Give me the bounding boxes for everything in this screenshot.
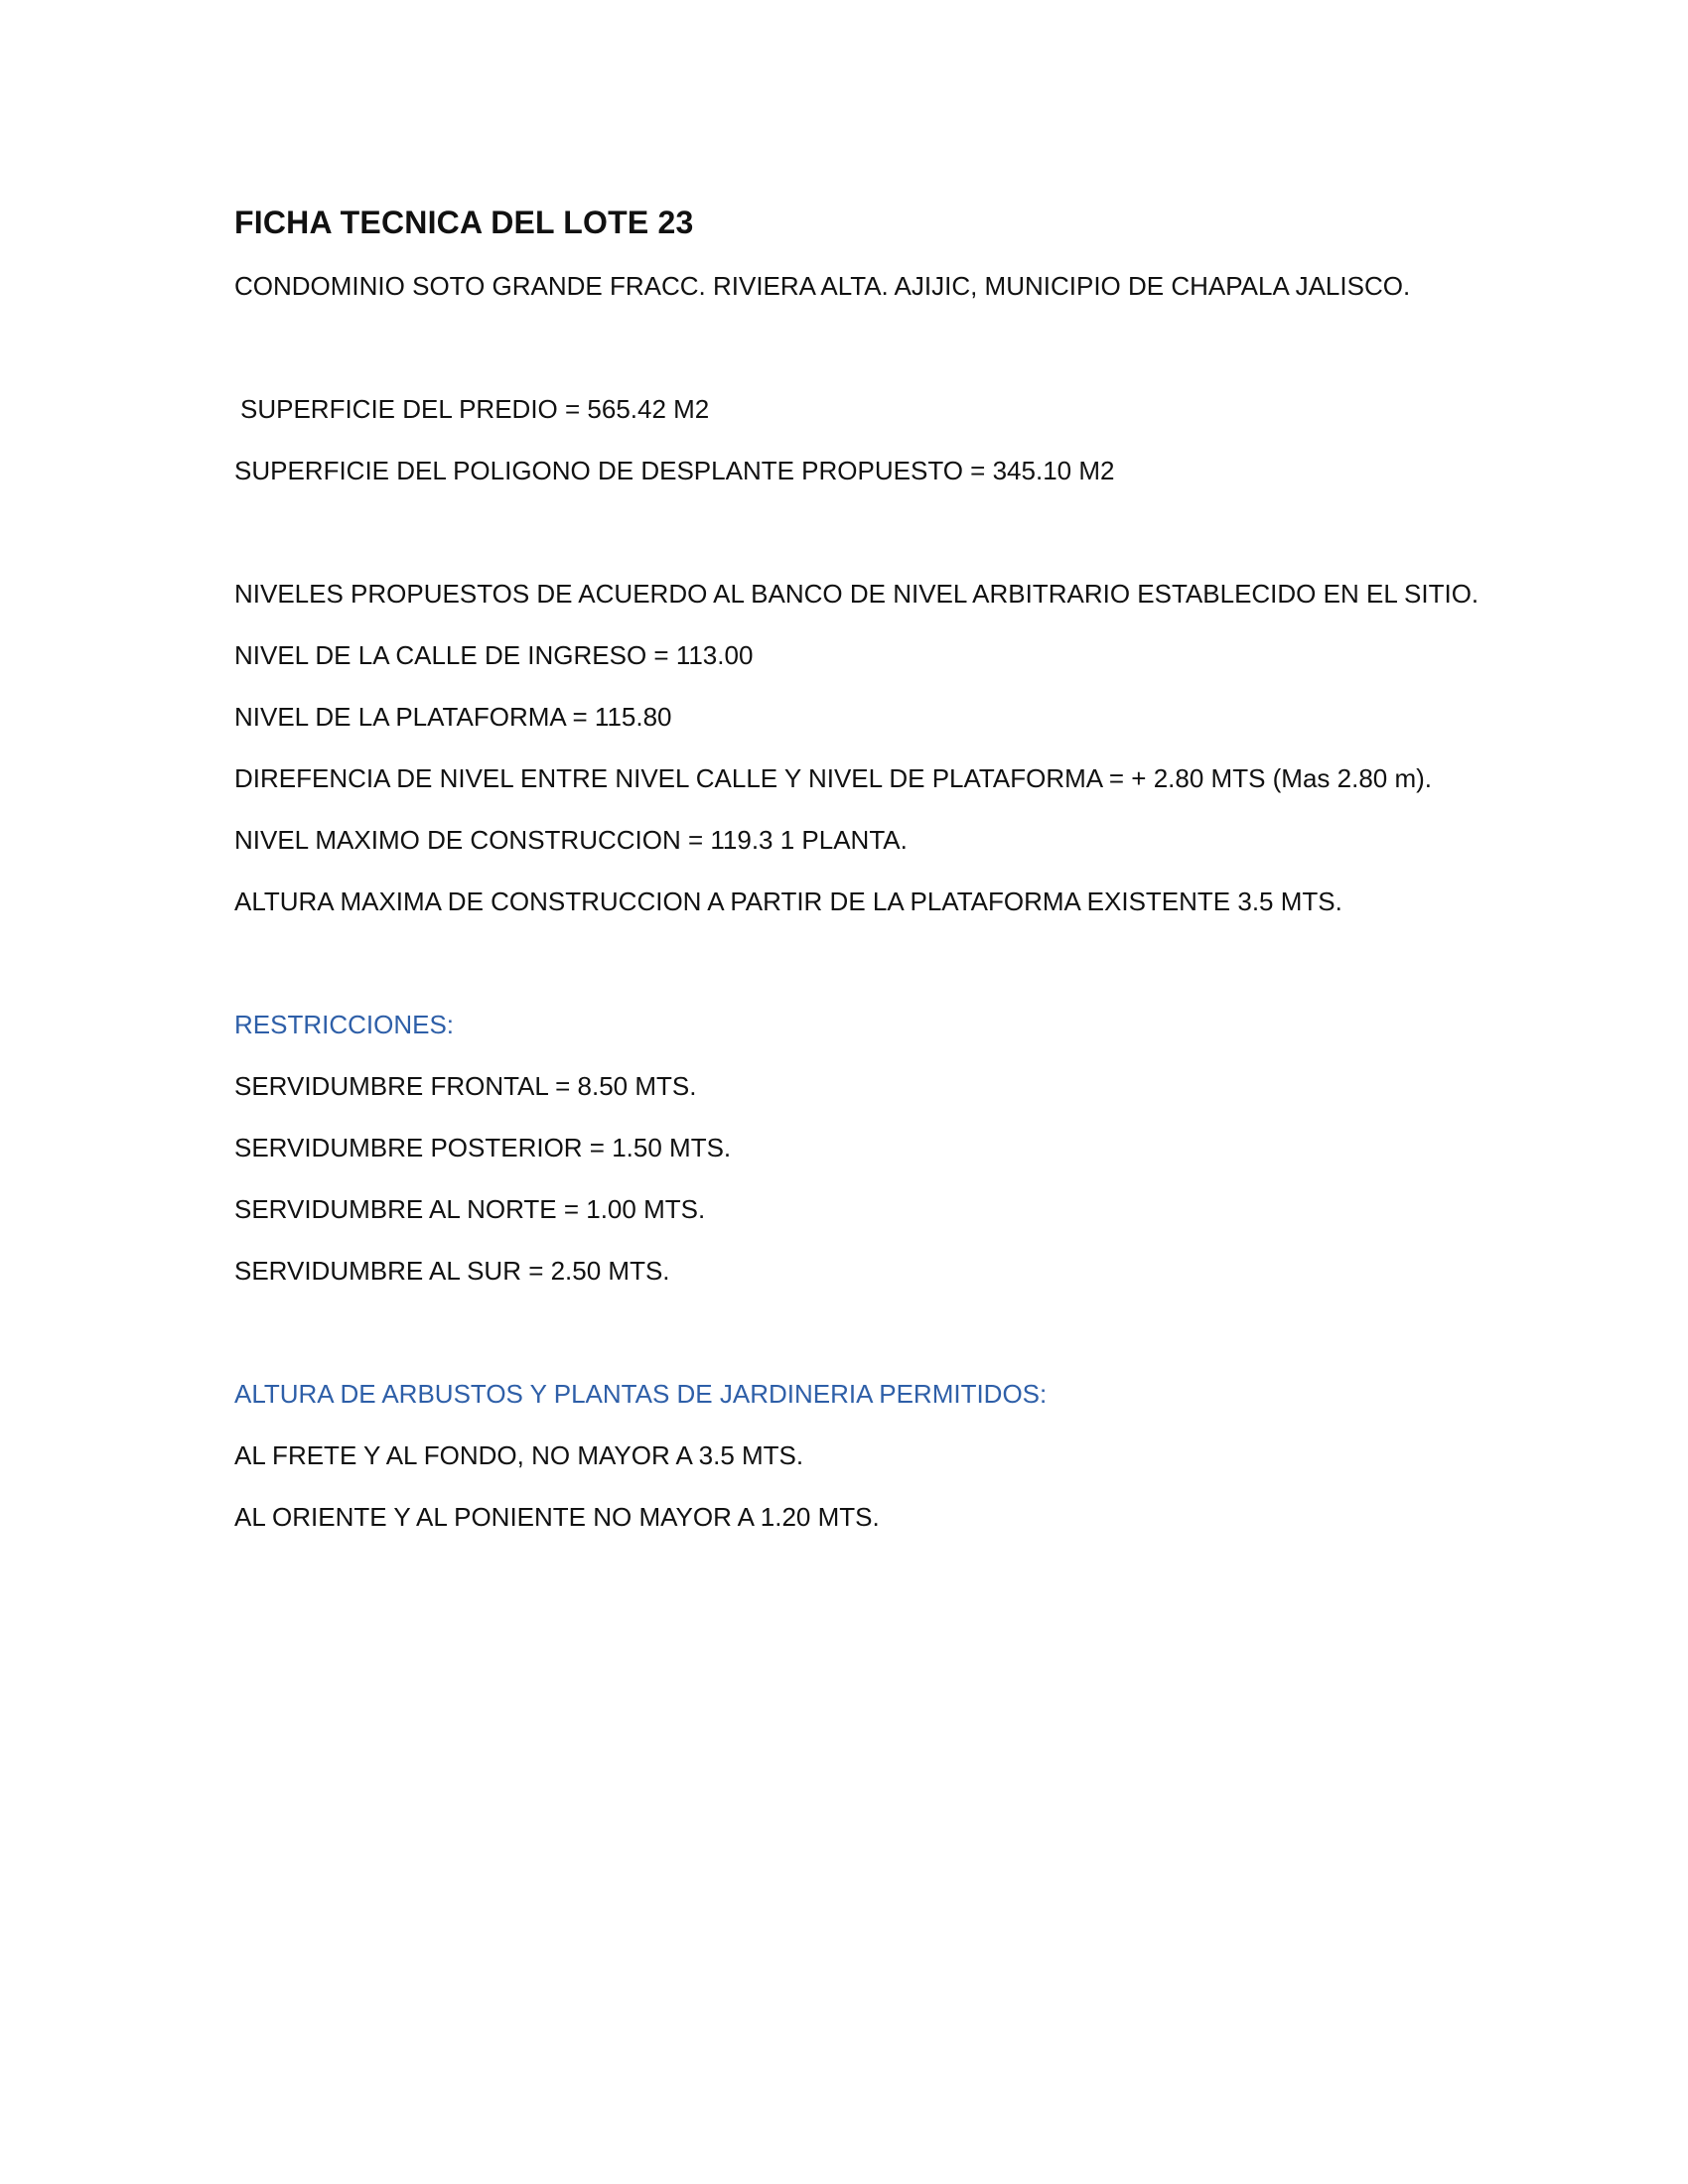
restriction-frontal: SERVIDUMBRE FRONTAL = 8.50 MTS. — [234, 1071, 697, 1101]
plants-oriente-poniente: AL ORIENTE Y AL PONIENTE NO MAYOR A 1.20 MTS. — [234, 1502, 880, 1532]
level-maximo: NIVEL MAXIMO DE CONSTRUCCION = 119.3 1 PLANTA. — [234, 825, 908, 855]
altura-maxima: ALTURA MAXIMA DE CONSTRUCCION A PARTIR DE LA PLATAFORMA EXISTENTE 3.5 MTS. — [234, 887, 1342, 916]
restriction-sur: SERVIDUMBRE AL SUR = 2.50 MTS. — [234, 1256, 670, 1286]
level-calle: NIVEL DE LA CALLE DE INGRESO = 113.00 — [234, 640, 754, 670]
levels-intro: NIVELES PROPUESTOS DE ACUERDO AL BANCO DE NIVEL ARBITRARIO ESTABLECIDO EN EL SITIO. — [234, 579, 1479, 609]
surface-desplante: SUPERFICIE DEL POLIGONO DE DESPLANTE PROPUESTO = 345.10 M2 — [234, 456, 1115, 485]
plants-heading: ALTURA DE ARBUSTOS Y PLANTAS DE JARDINERIA PERMITIDOS: — [234, 1379, 1048, 1409]
level-plataforma: NIVEL DE LA PLATAFORMA = 115.80 — [234, 702, 672, 732]
level-diferencia: DIREFENCIA DE NIVEL ENTRE NIVEL CALLE Y NIVEL DE PLATAFORMA = + 2.80 MTS (Mas 2.80 m). — [234, 763, 1433, 793]
restrictions-heading: RESTRICCIONES: — [234, 1010, 455, 1039]
restriction-posterior: SERVIDUMBRE POSTERIOR = 1.50 MTS. — [234, 1133, 732, 1162]
surface-predio: SUPERFICIE DEL PREDIO = 565.42 M2 — [240, 394, 710, 424]
document-title: FICHA TECNICA DEL LOTE 23 — [234, 205, 694, 240]
location-line: CONDOMINIO SOTO GRANDE FRACC. RIVIERA ALTA. AJIJIC, MUNICIPIO DE CHAPALA JALISCO. — [234, 271, 1411, 301]
plants-frente-fondo: AL FRETE Y AL FONDO, NO MAYOR A 3.5 MTS. — [234, 1440, 804, 1470]
restriction-norte: SERVIDUMBRE AL NORTE = 1.00 MTS. — [234, 1194, 706, 1224]
document-content — [234, 199, 1505, 1535]
